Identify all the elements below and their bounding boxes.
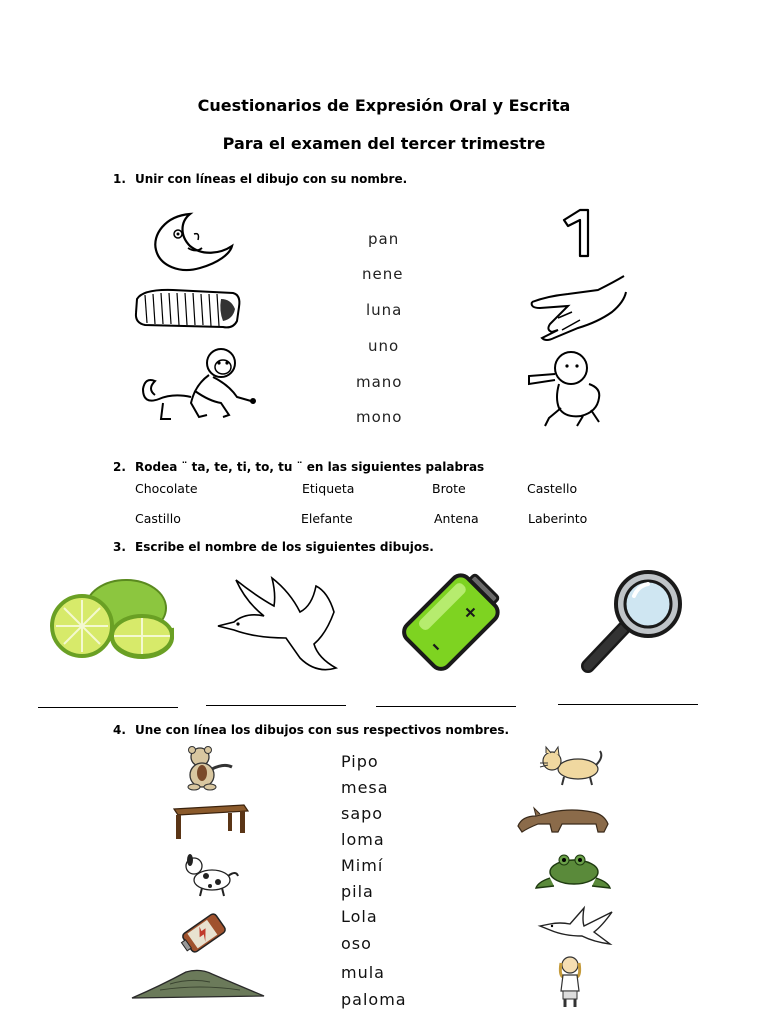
question-2 bbox=[113, 460, 484, 474]
q2-word: Elefante bbox=[301, 511, 353, 526]
page-subtitle: Para el examen del tercer trimestre bbox=[222, 134, 546, 153]
q4-word-sapo: sapo bbox=[341, 804, 384, 823]
q2-word: Antena bbox=[434, 511, 479, 526]
q2-word: Chocolate bbox=[135, 481, 198, 496]
moon-icon bbox=[150, 210, 240, 272]
svg-text:+: + bbox=[457, 599, 484, 626]
q4-word-lola: Lola bbox=[341, 907, 378, 926]
question-number: 4. bbox=[113, 723, 126, 737]
frog-icon bbox=[534, 852, 612, 890]
q4-word-pila: pila bbox=[341, 882, 374, 901]
battery-icon bbox=[400, 568, 506, 672]
q2-word: Castello bbox=[527, 481, 578, 496]
question-text: Rodea ¨ ta, te, ti, to, tu ¨ en las siguientes palabras bbox=[135, 460, 485, 474]
lime-icon bbox=[48, 578, 176, 662]
answer-line[interactable] bbox=[376, 706, 516, 707]
q4-word-mula: mula bbox=[341, 963, 385, 982]
page-title: Cuestionarios de Expresión Oral y Escrita bbox=[197, 96, 571, 115]
question-text: Une con línea los dibujos con sus respectivos nombres. bbox=[135, 723, 510, 737]
q2-word: Castillo bbox=[135, 511, 181, 526]
magnifier-icon bbox=[580, 566, 688, 676]
answer-line[interactable] bbox=[206, 705, 346, 706]
question-text: Escribe el nombre de los siguientes dibujos. bbox=[135, 540, 434, 554]
q1-word-mano: mano bbox=[356, 373, 403, 391]
question-text: Unir con líneas el dibujo con su nombre. bbox=[135, 172, 408, 186]
question-3 bbox=[113, 540, 434, 554]
monkey-icon bbox=[133, 345, 261, 425]
girl-icon bbox=[553, 955, 587, 1009]
q4-word-mesa: mesa bbox=[341, 778, 389, 797]
question-4 bbox=[113, 723, 509, 737]
q1-word-mono: mono bbox=[356, 408, 403, 426]
table-icon bbox=[168, 801, 250, 841]
q4-word-pipo: Pipo bbox=[341, 752, 379, 771]
question-number: 1. bbox=[113, 172, 126, 186]
donkey-icon bbox=[512, 802, 612, 836]
q2-word: Brote bbox=[432, 481, 466, 496]
hill-icon bbox=[130, 966, 266, 1002]
q2-word: Etiqueta bbox=[302, 481, 355, 496]
teddy-bear-icon bbox=[178, 745, 240, 791]
q1-word-nene: nene bbox=[362, 265, 404, 283]
battery-icon bbox=[176, 908, 232, 958]
bread-icon bbox=[133, 285, 243, 331]
svg-text:–: – bbox=[425, 635, 447, 658]
number-one-icon bbox=[560, 208, 600, 260]
bird-icon bbox=[538, 904, 618, 946]
q2-word: Laberinto bbox=[528, 511, 588, 526]
dog-icon bbox=[180, 852, 242, 898]
question-number: 2. bbox=[113, 460, 126, 474]
question-number: 3. bbox=[113, 540, 126, 554]
q4-word-oso: oso bbox=[341, 934, 372, 953]
q4-word-paloma: paloma bbox=[341, 990, 407, 1009]
cat-icon bbox=[536, 745, 606, 787]
q1-word-pan: pan bbox=[368, 230, 400, 248]
answer-line[interactable] bbox=[38, 707, 178, 708]
baby-icon bbox=[525, 348, 611, 428]
answer-line[interactable] bbox=[558, 704, 698, 705]
q1-word-luna: luna bbox=[366, 301, 403, 319]
q4-word-loma: loma bbox=[341, 830, 385, 849]
dove-icon bbox=[216, 572, 340, 678]
hand-icon bbox=[528, 272, 628, 342]
q1-word-uno: uno bbox=[368, 337, 400, 355]
q4-word-mimi: Mimí bbox=[341, 856, 384, 875]
question-1 bbox=[113, 172, 407, 186]
